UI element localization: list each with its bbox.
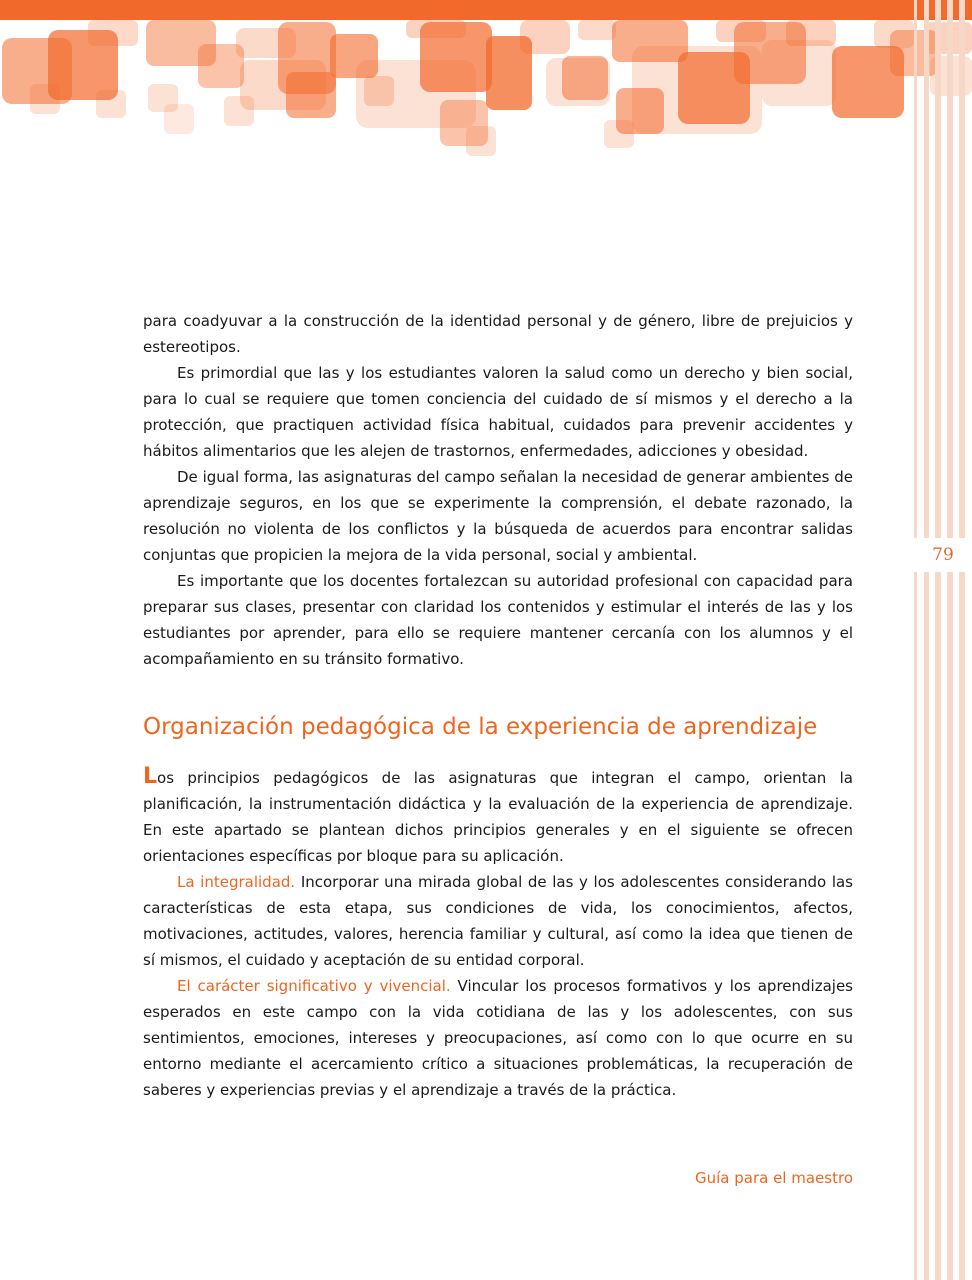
paragraph bbox=[143, 764, 853, 869]
principle-term: La integralidad. bbox=[177, 873, 296, 891]
page-number: 79 bbox=[914, 538, 972, 572]
footer-title: Guía para el maestro bbox=[694, 1169, 853, 1187]
paragraph: para coadyuvar a la construcción de la identidad personal y de género, libre de prejuicios y estereotipos. bbox=[143, 312, 853, 356]
paragraph-text: os principios pedagógicos de las asignaturas que integran el campo, orientan la planificación, la instrumentación didáctica y la evaluación de la experiencia de aprendizaje. En este apartado se plantean dichos principios generales y en el siguiente se ofrecen orientaciones específicas por bloque para su aplicación. bbox=[143, 769, 853, 865]
paragraph: Es importante que los docentes fortalezcan su autoridad profesional con capacidad para preparar sus clases, presentar con claridad los contenidos y estimular el interés de las y los estudiantes por aprender, para ello se requiere mantener cercanía con los alumnos y el acompañamiento en su tránsito formativo. bbox=[143, 572, 853, 668]
paragraph-text: Vincular los procesos formativos y los aprendizajes esperados en este campo con la vida cotidiana de las y los adolescentes, con sus sentimientos, emociones, intereses y preocupaciones, así como con lo que ocurre en su entorno mediante el acercamiento crítico a situaciones problemáticas, la recuperación de saberes y experiencias previas y el aprendizaje a través de la práctica. bbox=[143, 977, 853, 1099]
paragraph: Es primordial que las y los estudiantes valoren la salud como un derecho y bien social, para lo cual se requiere que tomen conciencia del cuidado de sí mismos y el derecho a la protección, que practiquen actividad física habitual, cuidados para prevenir accidentes y hábitos alimentarios que les alejen de trastornos, enfermedades, adicciones y obesidad. bbox=[143, 364, 853, 460]
decorative-side-stripes bbox=[914, 0, 972, 1280]
drop-cap-letter: L bbox=[143, 764, 158, 789]
paragraph bbox=[143, 973, 853, 1103]
decorative-squares-header bbox=[0, 0, 972, 170]
paragraph-text: Incorporar una mirada global de las y los adolescentes considerando las características de esta etapa, sus condiciones de vida, los conocimientos, afectos, motivaciones, actitudes, valores, herencia familiar y cultural, así como la idea que tienen de sí mismos, el cuidado y aceptación de su entidad corporal. bbox=[143, 873, 853, 969]
paragraph: De igual forma, las asignaturas del campo señalan la necesidad de generar ambientes de aprendizaje seguros, en los que se experimente la comprensión, el debate razonado, la resolución no violenta de los conflictos y la búsqueda de acuerdos para encontrar salidas conjuntas que propicien la mejora de la vida personal, social y ambiental. bbox=[143, 468, 853, 564]
principle-term: El carácter significativo y vivencial. bbox=[177, 977, 451, 995]
main-text bbox=[143, 308, 853, 1103]
paragraph bbox=[143, 869, 853, 973]
section-title: Organización pedagógica de la experiencia de aprendizaje bbox=[143, 714, 818, 740]
